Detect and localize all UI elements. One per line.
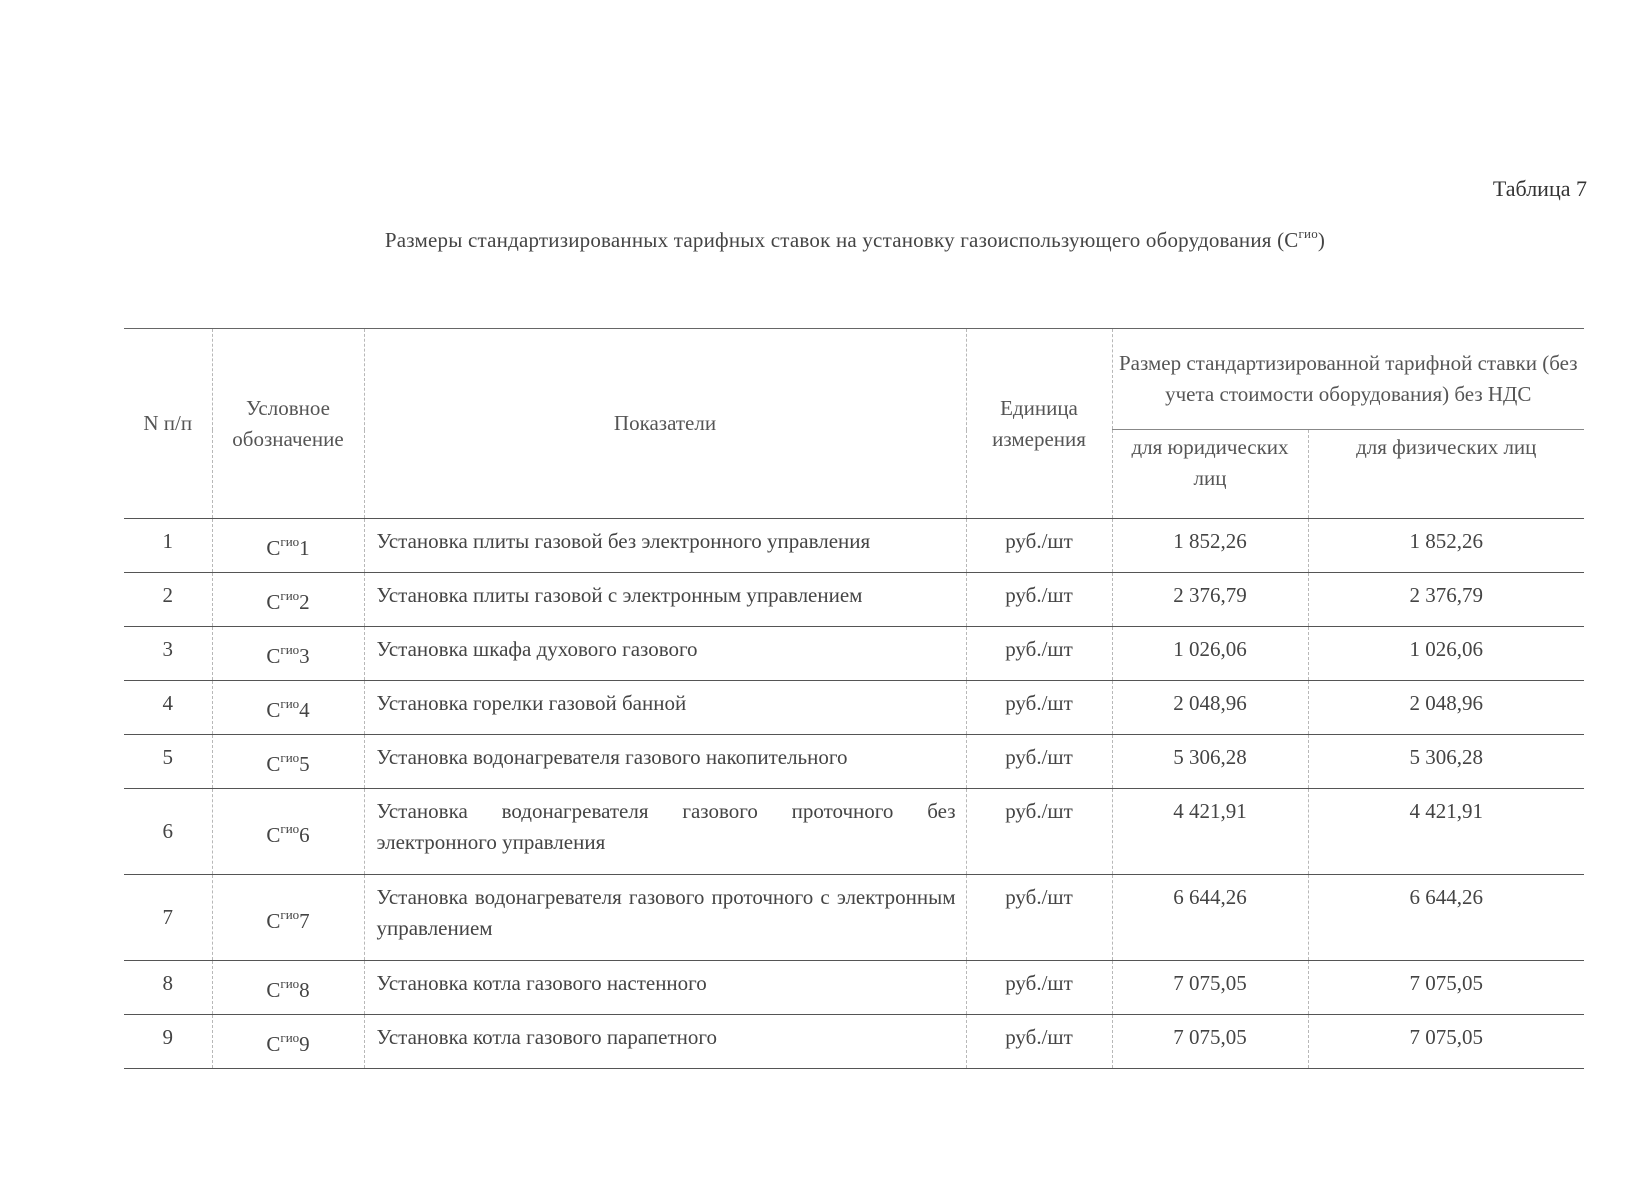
title-superscript: гио (1298, 226, 1318, 241)
row-description: Установка котла газового парапетного (364, 1015, 966, 1069)
row-individual-value: 1 852,26 (1308, 519, 1584, 573)
header-num: N п/п (124, 329, 212, 519)
table-row (124, 789, 1584, 875)
row-legal-value: 7 075,05 (1112, 961, 1308, 1015)
table-row (124, 875, 1584, 961)
title-close: ) (1317, 228, 1326, 252)
row-code: $С^{гио}4$ (212, 681, 364, 735)
table-row (124, 573, 1584, 627)
row-individual-value: 7 075,05 (1308, 961, 1584, 1015)
row-unit: руб./шт (966, 875, 1112, 961)
table-number: Таблица 7 (1492, 176, 1587, 201)
row-description: Установка шкафа духового газового (364, 627, 966, 681)
row-individual-value: 2 048,96 (1308, 681, 1584, 735)
row-code: $С^{гио}1$ (212, 519, 364, 573)
row-legal-value: 7 075,05 (1112, 1015, 1308, 1069)
document-title (0, 226, 1645, 253)
row-num: 5 (124, 735, 212, 789)
row-legal-value: 2 376,79 (1112, 573, 1308, 627)
header-indicator: Показатели (364, 329, 966, 519)
row-description: Установка плиты газовой с электронным управлением (364, 573, 966, 627)
row-individual-value: 7 075,05 (1308, 1015, 1584, 1069)
header-legal: для юридических лиц (1112, 430, 1308, 519)
row-code: $С^{гио}8$ (212, 961, 364, 1015)
table-row (124, 961, 1584, 1015)
row-individual-value: 5 306,28 (1308, 735, 1584, 789)
row-description: Установка плиты газовой без электронного управления (364, 519, 966, 573)
row-legal-value: 5 306,28 (1112, 735, 1308, 789)
row-description: Установка водонагревателя газового накопительного (364, 735, 966, 789)
row-code: $С^{гио}5$ (212, 735, 364, 789)
row-legal-value: 1 026,06 (1112, 627, 1308, 681)
row-num: 4 (124, 681, 212, 735)
row-unit: руб./шт (966, 519, 1112, 573)
row-unit: руб./шт (966, 1015, 1112, 1069)
row-num: 3 (124, 627, 212, 681)
row-code: $С^{гио}7$ (212, 875, 364, 961)
row-legal-value: 2 048,96 (1112, 681, 1308, 735)
table-row (124, 627, 1584, 681)
row-unit: руб./шт (966, 627, 1112, 681)
tariff-table (124, 328, 1584, 1069)
row-num: 6 (124, 789, 212, 875)
row-unit: руб./шт (966, 573, 1112, 627)
row-unit: руб./шт (966, 789, 1112, 875)
row-code: $С^{гио}3$ (212, 627, 364, 681)
row-individual-value: 4 421,91 (1308, 789, 1584, 875)
row-unit: руб./шт (966, 735, 1112, 789)
row-description: Установка водонагревателя газового проточного с электронным управлением (364, 875, 966, 961)
table-row (124, 519, 1584, 573)
row-unit: руб./шт (966, 681, 1112, 735)
header-individual: для физических лиц (1308, 430, 1584, 519)
row-individual-value: 6 644,26 (1308, 875, 1584, 961)
row-code: $С^{гио}9$ (212, 1015, 364, 1069)
row-legal-value: 1 852,26 (1112, 519, 1308, 573)
header-rate: Размер стандартизированной тарифной ставки (без учета стоимости оборудования) без НДС (1112, 329, 1584, 430)
row-individual-value: 1 026,06 (1308, 627, 1584, 681)
row-code: $С^{гио}2$ (212, 573, 364, 627)
row-description: Установка горелки газовой банной (364, 681, 966, 735)
row-num: 1 (124, 519, 212, 573)
row-code: $С^{гио}6$ (212, 789, 364, 875)
title-text: Размеры стандартизированных тарифных ставок на установку газоиспользующего оборудования (С (384, 228, 1299, 252)
table-row (124, 681, 1584, 735)
row-num: 8 (124, 961, 212, 1015)
row-num: 9 (124, 1015, 212, 1069)
header-code: Условное обозначение (212, 329, 364, 519)
row-num: 2 (124, 573, 212, 627)
table-row (124, 1015, 1584, 1069)
row-description: Установка водонагревателя газового проточного без электронного управления (364, 789, 966, 875)
row-num: 7 (124, 875, 212, 961)
row-legal-value: 4 421,91 (1112, 789, 1308, 875)
row-unit: руб./шт (966, 961, 1112, 1015)
row-legal-value: 6 644,26 (1112, 875, 1308, 961)
table-row (124, 735, 1584, 789)
header-unit: Единица измерения (966, 329, 1112, 519)
row-description: Установка котла газового настенного (364, 961, 966, 1015)
row-individual-value: 2 376,79 (1308, 573, 1584, 627)
